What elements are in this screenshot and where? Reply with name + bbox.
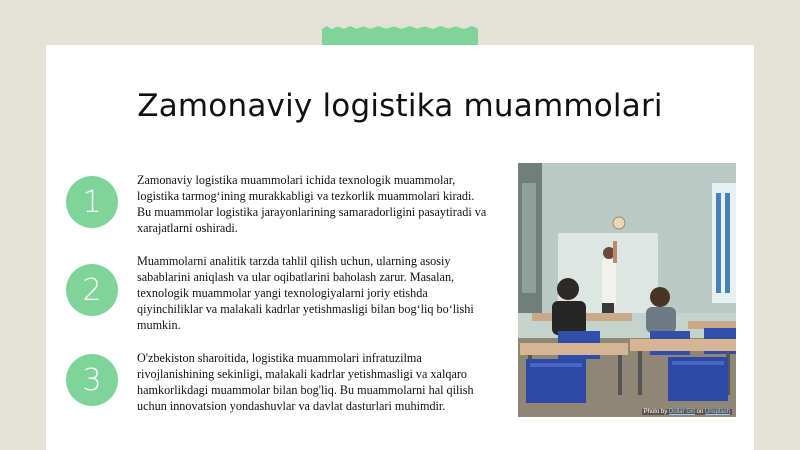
classroom-photo xyxy=(518,163,736,417)
step-text-3: O'zbekiston sharoitida, logistika muammolari infratuzilma rivojlanishining sekinligi, malakali kadrlar yetishmasligi va xalqaro hamkorlikdagi muammolar bilan bog'liq. Bu muammolarni hal qilish uchun innovatsion yondashuvlar va davlat dasturlari muhimdir. xyxy=(137,351,474,413)
slide-title: Zamonaviy logistika muammolari xyxy=(137,88,663,124)
step-number-2: 2 xyxy=(66,264,118,316)
credit-prefix: Photo by xyxy=(643,409,668,415)
step-text-2: Muammolarni analitik tarzda tahlil qilish uchun, ularning asosiy sabablarini aniqlash va ular oqibatlarini baholash zarur. Masalan, texnologik muammolar yangi texnologiyalarni joriy etishda qiyinchiliklar va malakali kadrlar yetishmasligi bilan bog‘liq bo‘lishi mumkin. xyxy=(137,254,474,332)
step-text-1: Zamonaviy logistika muammolari ichida texnologik muammolar, logistika tarmog‘ining murakkabligi va tezkorlik muammolari kiradi. Bu muammolar logistika jarayonlarining samaradorligini pasaytiradi va xarajatlarni oshiradi. xyxy=(137,173,487,235)
credit-site-link[interactable]: Unsplash xyxy=(704,409,730,415)
classroom-illustration xyxy=(518,163,736,417)
step-number-3: 3 xyxy=(66,354,118,406)
credit-author-link[interactable]: Dollar Gill xyxy=(668,409,695,415)
step-number-1: 1 xyxy=(66,176,118,228)
photo-credit xyxy=(642,409,732,415)
credit-on: on xyxy=(696,409,704,415)
